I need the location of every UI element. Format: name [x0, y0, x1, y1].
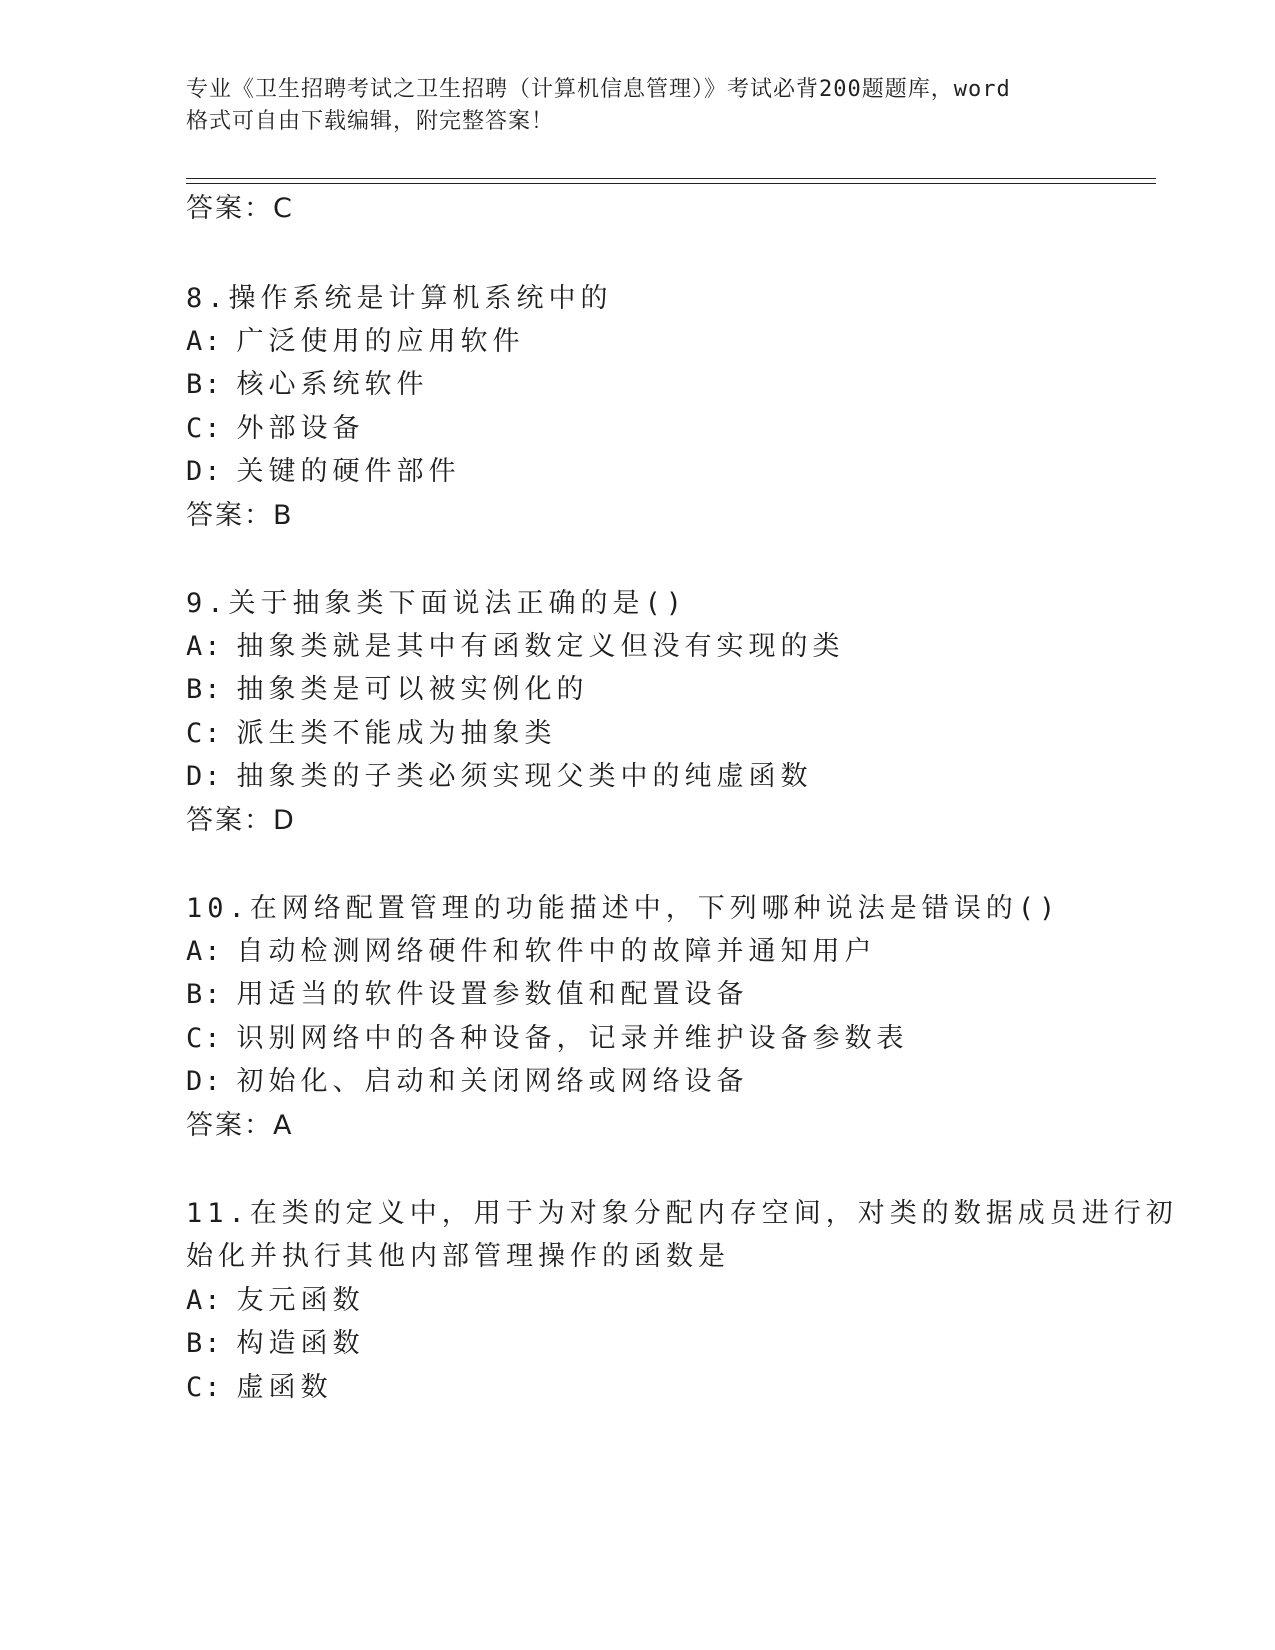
option-10-d: D: 初始化、启动和关闭网络或网络设备	[186, 1066, 749, 1097]
answer-q7: 答案：C	[186, 193, 294, 224]
question-stem-11-line-1: 11.在类的定义中，用于为对象分配内存空间，对类的数据成员进行初	[186, 1198, 1178, 1229]
answer-q9: 答案：D	[186, 805, 296, 836]
option-11-b: B: 构造函数	[186, 1328, 365, 1359]
answer-q10: 答案：A	[186, 1110, 294, 1141]
option-10-a: A: 自动检测网络硬件和软件中的故障并通知用户	[186, 936, 877, 967]
option-8-a: A: 广泛使用的应用软件	[186, 326, 525, 357]
option-9-c: C: 派生类不能成为抽象类	[186, 718, 557, 749]
header-divider-bottom	[186, 183, 1156, 184]
option-11-a: A: 友元函数	[186, 1285, 365, 1316]
option-11-c: C: 虚函数	[186, 1372, 333, 1403]
document-header	[186, 74, 1086, 138]
header-line-1: 专业《卫生招聘考试之卫生招聘（计算机信息管理）》考试必背200题题库，word	[186, 77, 1011, 102]
option-8-d: D: 关键的硬件部件	[186, 456, 461, 487]
option-10-b: B: 用适当的软件设置参数值和配置设备	[186, 979, 749, 1010]
option-8-c: C: 外部设备	[186, 413, 365, 444]
option-9-d: D: 抽象类的子类必须实现父类中的纯虚函数	[186, 761, 813, 792]
option-10-c: C: 识别网络中的各种设备，记录并维护设备参数表	[186, 1023, 909, 1054]
header-line-2: 格式可自由下载编辑，附完整答案！	[186, 109, 555, 134]
option-9-a: A: 抽象类就是其中有函数定义但没有实现的类	[186, 631, 845, 662]
option-9-b: B: 抽象类是可以被实例化的	[186, 674, 589, 705]
option-8-b: B: 核心系统软件	[186, 369, 429, 400]
header-divider-top	[186, 178, 1156, 179]
question-stem-10: 10.在网络配置管理的功能描述中，下列哪种说法是错误的()	[186, 893, 1061, 924]
question-stem-8: 8.操作系统是计算机系统中的	[186, 283, 613, 314]
question-stem-11-line-2: 始化并执行其他内部管理操作的函数是	[186, 1241, 730, 1272]
answer-q8: 答案：B	[186, 500, 294, 531]
question-stem-9: 9.关于抽象类下面说法正确的是()	[186, 588, 688, 619]
